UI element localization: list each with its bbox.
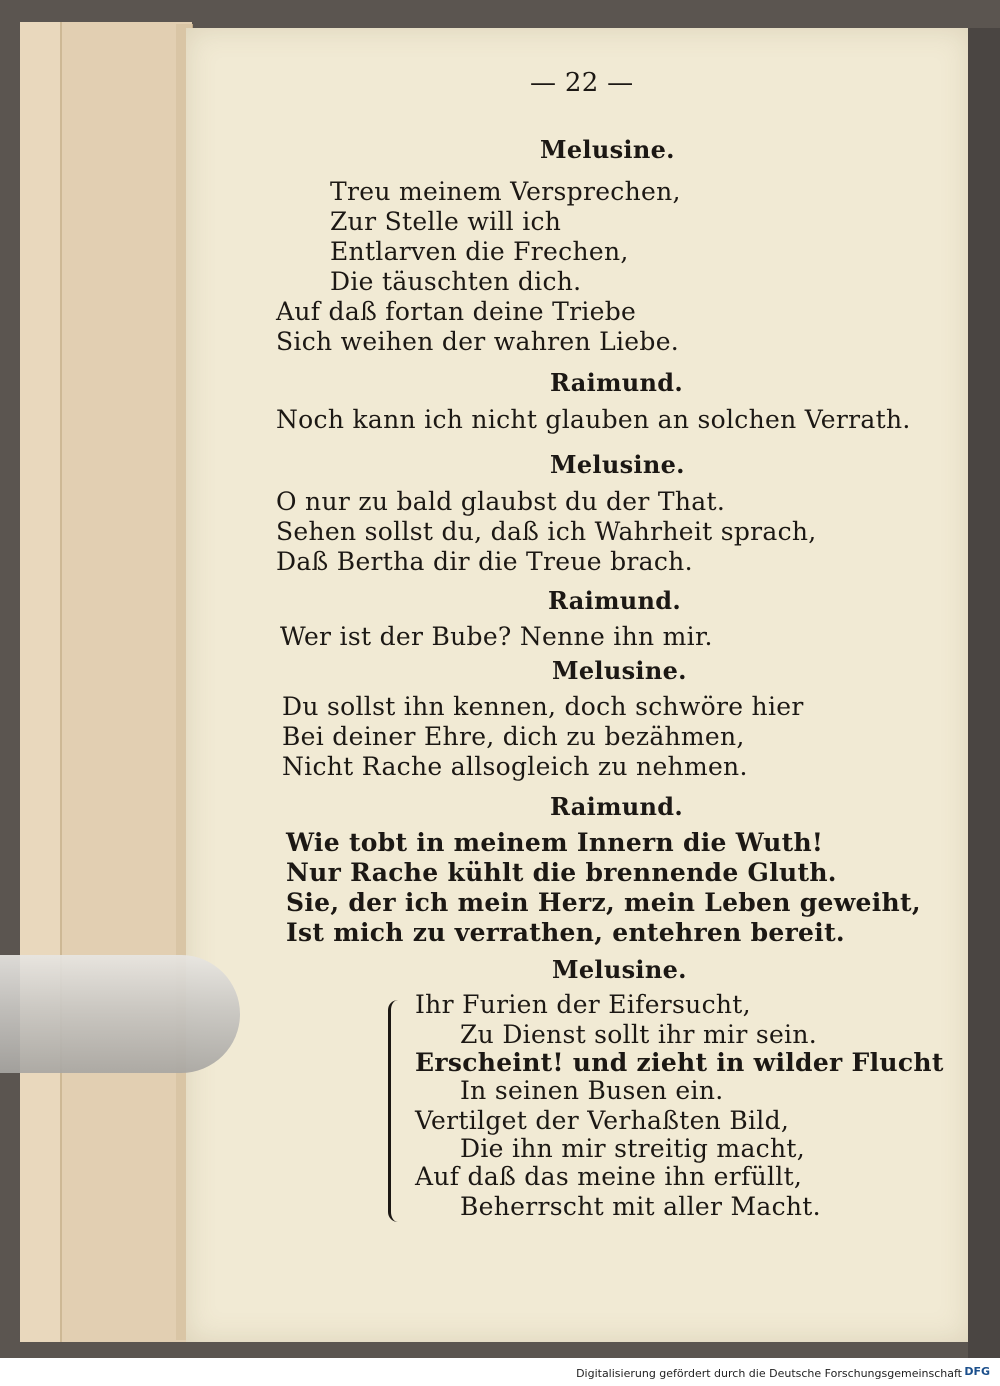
- speaker-name: Raimund.: [550, 792, 683, 821]
- verse-line: In seinen Busen ein.: [460, 1076, 724, 1105]
- verse-line: Zur Stelle will ich: [330, 207, 562, 236]
- speaker-name: Melusine.: [552, 955, 687, 984]
- verse-line: Vertilget der Verhaßten Bild,: [415, 1106, 790, 1135]
- verse-line: Du sollst ihn kennen, doch schwöre hier: [282, 692, 804, 721]
- dfg-logo: DFG: [964, 1365, 990, 1378]
- verse-line: Nur Rache kühlt die brennende Gluth.: [286, 858, 837, 887]
- speaker-name: Raimund.: [548, 586, 681, 615]
- verse-line: Auf daß das meine ihn erfüllt,: [415, 1162, 803, 1191]
- verse-line: Erscheint! und zieht in wilder Flucht: [415, 1048, 944, 1077]
- verse-line: Die täuschten dich.: [330, 267, 582, 296]
- verse-line: Daß Bertha dir die Treue brach.: [276, 547, 693, 576]
- speaker-name: Raimund.: [550, 368, 683, 397]
- verse-line: Die ihn mir streitig macht,: [460, 1134, 805, 1163]
- verse-line: Beherrscht mit aller Macht.: [460, 1192, 821, 1221]
- speaker-name: Melusine.: [550, 450, 685, 479]
- verse-line: O nur zu bald glaubst du der That.: [276, 487, 726, 516]
- right-shadow: [968, 28, 1000, 1358]
- footer-credit: Digitalisierung gefördert durch die Deutsche Forschungsgemeinschaft: [576, 1367, 962, 1380]
- verse-line: Sich weihen der wahren Liebe.: [276, 327, 680, 356]
- verse-line: Wie tobt in meinem Innern die Wuth!: [286, 828, 824, 857]
- book-back-pages-inner: [60, 22, 192, 1342]
- verse-line: Ihr Furien der Eifersucht,: [415, 990, 751, 1019]
- verse-line: Noch kann ich nicht glauben an solchen Verrath.: [276, 405, 911, 434]
- bookmark-strip: [0, 955, 240, 1073]
- verse-line: Sehen sollst du, daß ich Wahrheit sprach,: [276, 517, 817, 546]
- curly-brace: [388, 1000, 405, 1222]
- speaker-name: Melusine.: [540, 135, 675, 164]
- verse-line: Auf daß fortan deine Triebe: [276, 297, 637, 326]
- verse-line: Treu meinem Versprechen,: [330, 177, 681, 206]
- verse-line: Zu Dienst sollt ihr mir sein.: [460, 1020, 818, 1049]
- verse-line: Wer ist der Bube? Nenne ihn mir.: [280, 622, 713, 651]
- verse-line: Sie, der ich mein Herz, mein Leben geweiht,: [286, 888, 921, 917]
- speaker-name: Melusine.: [552, 656, 687, 685]
- page-number: — 22 —: [530, 68, 634, 98]
- verse-line: Entlarven die Frechen,: [330, 237, 629, 266]
- verse-line: Bei deiner Ehre, dich zu bezähmen,: [282, 722, 745, 751]
- verse-line: Nicht Rache allsogleich zu nehmen.: [282, 752, 748, 781]
- verse-line: Ist mich zu verrathen, entehren bereit.: [286, 918, 845, 947]
